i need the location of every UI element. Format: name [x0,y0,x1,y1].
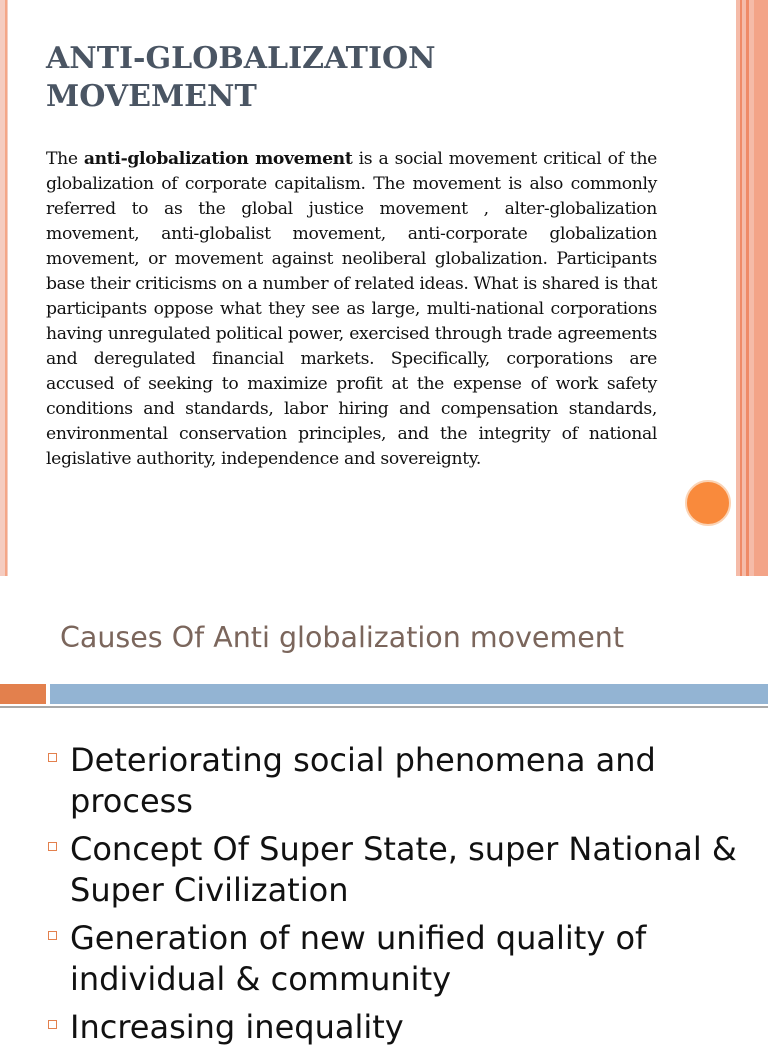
list-item-text: Concept Of Super State, super National & Super Civilization [70,830,737,909]
right-accent-bar [736,0,768,576]
list-item [46,829,746,911]
slide-body-paragraph [46,147,657,472]
square-bullet-icon [48,753,57,762]
list-item-text: Deteriorating social phenomena and process [70,741,656,820]
left-accent-line [5,0,7,576]
causes-list [46,740,746,1055]
list-item [46,1007,746,1048]
orange-band [0,684,46,704]
slide-gap [0,576,768,588]
blue-band [50,684,768,704]
title-line-2: MOVEMENT [46,79,257,114]
list-item [46,918,746,1000]
list-item-text: Increasing inequality [70,1008,404,1046]
right-stripe [746,0,749,576]
list-item-text: Generation of new unified quality of individual & community [70,919,647,998]
square-bullet-icon [48,842,57,851]
square-bullet-icon [48,931,57,940]
body-lead: The [46,149,78,169]
body-rest: is a social movement critical of the globalization of corporate capitalism. The movement is also commonly referred to as the global justice movement , alter-globalization movement, anti-globalist movement, anti-corporate globalization movement, or movement against neoliberal globalization. Participants base their criticisms on a number of related ideas. What is shared is that participants oppose what they see as large, multi-national corporations having unregulated political power, exercised through trade agreements and deregulated financial markets. Specifically, corporations are accused of seeking to maximize profit at the expense of work safety conditions and standards, labor hiring and compensation standards, environmental conservation principles, and the integrity of national legislative authority, independence and sovereignty. [46,149,657,469]
divider-line [0,706,768,708]
right-stripe [740,0,742,576]
right-stripe [754,0,768,576]
title-line-1: ANTI-GLOBALIZATION [46,41,436,76]
body-bold-term: anti-globalization movement [83,149,353,169]
slide-title [46,40,686,116]
slide-2 [0,588,768,1046]
orange-circle-decoration [685,480,731,526]
slide-2-title: Causes Of Anti globalization movement [60,621,625,654]
square-bullet-icon [48,1020,57,1029]
list-item [46,740,746,822]
